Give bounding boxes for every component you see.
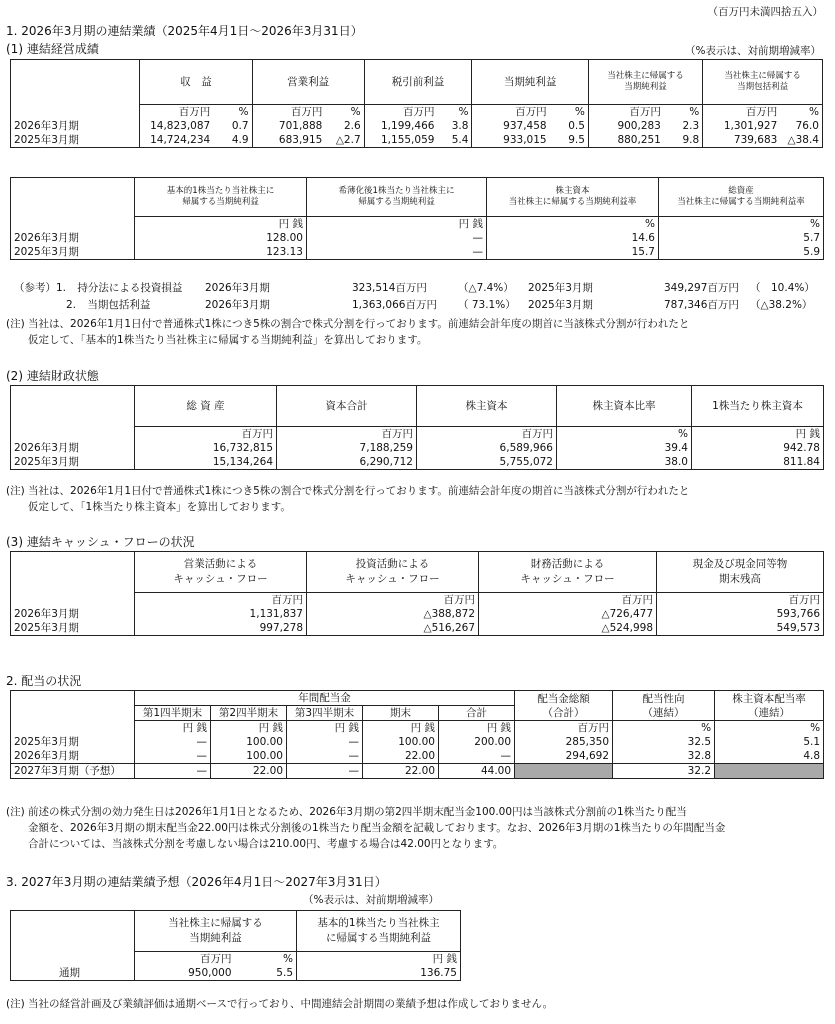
- note-forecast: (注) 当社の経営計画及び業績評価は通期ベースで行っており、中間連結会計期間の業績予想は作成しておりません。: [6, 998, 554, 1010]
- unit: %: [235, 951, 297, 966]
- header-cash-balance: 現金及び現金同等物 期末残高: [657, 552, 824, 593]
- header-total-equity: 資本合計: [277, 386, 417, 427]
- unit: 百万円: [252, 104, 325, 119]
- table-row: [11, 119, 823, 133]
- cell: 14,823,087: [140, 119, 213, 133]
- pct-note: （%表示は、対前期増減率）: [685, 45, 821, 57]
- unit: 円 銭: [439, 721, 515, 736]
- cell: △388,872: [307, 607, 479, 621]
- cell: 32.5: [613, 735, 715, 749]
- cell-shaded: [515, 764, 613, 779]
- cell: 22.00: [363, 749, 439, 764]
- note-stock-split-bps: (注) 当社は、2026年1月1日付で普通株式1株につき5株の割合で株式分割を行っております。前連結会計年度の期首に当該株式分割が行われたと: [6, 485, 690, 497]
- cell: 39.4: [557, 441, 692, 455]
- cell: 38.0: [557, 455, 692, 470]
- reference-line-2: [66, 297, 150, 312]
- header-roa: 総資産 当社株主に帰属する当期純利益率: [659, 178, 824, 217]
- cell: △516,267: [307, 621, 479, 636]
- row-label: 2026年3月期: [11, 749, 135, 764]
- cell: 933,015: [472, 133, 550, 148]
- unit: %: [715, 721, 824, 736]
- row-label: 2025年3月期: [11, 621, 135, 636]
- cell: —: [135, 764, 211, 779]
- cell: —: [287, 735, 363, 749]
- cell: 3.8: [437, 119, 472, 133]
- header-total-dividends: 配当金総額 （合計）: [515, 691, 613, 721]
- unit: 百万円: [135, 951, 235, 966]
- cell: 0.5: [550, 119, 589, 133]
- row-label: 2025年3月期: [11, 735, 135, 749]
- ref-fy: 2026年3月期: [205, 299, 270, 311]
- cell: 739,683: [703, 133, 781, 148]
- header-annual-dividends: 年間配当金: [135, 691, 515, 706]
- cell: 200.00: [439, 735, 515, 749]
- ref-pct: （ 73.1%）: [458, 299, 516, 311]
- cell: 294,692: [515, 749, 613, 764]
- cell: 997,278: [135, 621, 307, 636]
- cell: 937,458: [472, 119, 550, 133]
- unit: 百万円: [135, 592, 307, 607]
- row-label: 通期: [11, 966, 135, 981]
- unit: %: [487, 217, 659, 232]
- table-row: [11, 455, 824, 470]
- cash-flow-title: (3) 連結キャッシュ・フローの状況: [6, 535, 195, 549]
- cell: 593,766: [657, 607, 824, 621]
- ref-fy: 2026年3月期: [205, 282, 270, 294]
- cell: 22.00: [211, 764, 287, 779]
- per-share-table: [10, 177, 824, 260]
- subsection-operating-results-title: (1) 連結経営成績: [6, 42, 99, 56]
- unit: %: [550, 104, 589, 119]
- unit: 円 銭: [307, 217, 487, 232]
- cell: 5.4: [437, 133, 472, 148]
- financial-position-title: (2) 連結財政状態: [6, 369, 99, 383]
- table-row: [11, 966, 461, 981]
- cell-shaded: [715, 764, 824, 779]
- cell: 5.7: [659, 231, 824, 245]
- ref-value: 323,514百万円: [352, 282, 427, 294]
- table-row: [11, 231, 824, 245]
- cell: —: [135, 749, 211, 764]
- unit: %: [557, 426, 692, 441]
- header-total-assets: 総 資 産: [135, 386, 277, 427]
- ref-fy: 2025年3月期: [528, 282, 593, 294]
- cell: 2.3: [664, 119, 703, 133]
- ref-prefix: 2.: [66, 299, 77, 311]
- cell: 7,188,259: [277, 441, 417, 455]
- cell: 683,915: [252, 133, 325, 148]
- table-row: [11, 735, 824, 749]
- unit: %: [664, 104, 703, 119]
- dividends-title: 2. 配当の状況: [6, 674, 82, 688]
- unit: 百万円: [135, 426, 277, 441]
- cell: 1,155,059: [364, 133, 437, 148]
- note-stock-split-eps: (注) 当社は、2026年1月1日付で普通株式1株につき5株の割合で株式分割を行っております。前連結会計年度の期首に当該株式分割が行われたと: [6, 318, 690, 330]
- header-total: 合計: [439, 706, 515, 721]
- cell: 32.2: [613, 764, 715, 779]
- table-row: [11, 441, 824, 455]
- cash-flow-table: [10, 551, 824, 636]
- unit: 百万円: [307, 592, 479, 607]
- cell: 1,199,466: [364, 119, 437, 133]
- cell: 811.84: [692, 455, 824, 470]
- header-doe: 株主資本配当率 （連結）: [715, 691, 824, 721]
- header-forecast-eps: 基本的1株当たり当社株主 に帰属する当期純利益: [297, 911, 461, 952]
- cell: 100.00: [363, 735, 439, 749]
- cell: 2.6: [325, 119, 364, 133]
- header-forecast-net-income: 当社株主に帰属する 当期純利益: [135, 911, 297, 952]
- row-label: 2026年3月期: [11, 441, 135, 455]
- cell: 5,755,072: [417, 455, 557, 470]
- cell: 14,724,234: [140, 133, 213, 148]
- unit: 百万円: [479, 592, 657, 607]
- cell: 285,350: [515, 735, 613, 749]
- header-payout-ratio: 配当性向 （連結）: [613, 691, 715, 721]
- ref-fy: 2025年3月期: [528, 299, 593, 311]
- cell: 15,134,264: [135, 455, 277, 470]
- cell: 942.78: [692, 441, 824, 455]
- cell: 4.8: [715, 749, 824, 764]
- unit: 百万円: [140, 104, 213, 119]
- ref-value: 787,346百万円: [664, 299, 739, 311]
- cell: 100.00: [211, 735, 287, 749]
- cell: 9.5: [550, 133, 589, 148]
- operating-results-table: [10, 59, 823, 148]
- cell: 32.8: [613, 749, 715, 764]
- header-q2: 第2四半期末: [211, 706, 287, 721]
- cell: —: [439, 749, 515, 764]
- row-label: 2026年3月期: [11, 119, 140, 133]
- note-stock-split-eps-cont: 仮定して、「基本的1株当たり当社株主に帰属する当期純利益」を算出しております。: [28, 334, 428, 346]
- cell: 16,732,815: [135, 441, 277, 455]
- unit: 円 銭: [297, 951, 461, 966]
- header-bps: 1株当たり株主資本: [692, 386, 824, 427]
- unit: 円 銭: [363, 721, 439, 736]
- header-q1: 第1四半期末: [135, 706, 211, 721]
- unit: 円 銭: [135, 217, 307, 232]
- cell: 5.1: [715, 735, 824, 749]
- cell: 44.00: [439, 764, 515, 779]
- unit-note: （百万円未満四捨五入）: [707, 6, 823, 18]
- row-label: 2025年3月期: [11, 133, 140, 148]
- cell: 5.9: [659, 245, 824, 260]
- row-label: 2026年3月期: [11, 231, 135, 245]
- unit: %: [659, 217, 824, 232]
- cell: △2.7: [325, 133, 364, 148]
- unit: %: [437, 104, 472, 119]
- cell: 1,301,927: [703, 119, 781, 133]
- table-row: [11, 621, 824, 636]
- table-row: [11, 764, 824, 779]
- table-row: [11, 133, 823, 148]
- header-operating-cf: 営業活動による キャッシュ・フロー: [135, 552, 307, 593]
- unit: 百万円: [657, 592, 824, 607]
- unit: 百万円: [364, 104, 437, 119]
- header-q3: 第3四半期末: [287, 706, 363, 721]
- cell: —: [287, 764, 363, 779]
- unit: 円 銭: [287, 721, 363, 736]
- header-financing-cf: 財務活動による キャッシュ・フロー: [479, 552, 657, 593]
- cell: 701,888: [252, 119, 325, 133]
- unit: 百万円: [703, 104, 781, 119]
- cell: 900,283: [588, 119, 663, 133]
- cell: 100.00: [211, 749, 287, 764]
- reference-line-1: [14, 280, 182, 295]
- unit: 百万円: [588, 104, 663, 119]
- cell: —: [307, 231, 487, 245]
- unit: 百万円: [472, 104, 550, 119]
- ref-name: 持分法による投資損益: [77, 282, 183, 294]
- cell: 136.75: [297, 966, 461, 981]
- row-label: 2027年3月期（予想）: [11, 764, 135, 779]
- cell: 549,573: [657, 621, 824, 636]
- header-pretax-income: 税引前利益: [364, 60, 472, 105]
- table-row: [11, 749, 824, 764]
- ref-pct: （△7.4%）: [458, 282, 514, 294]
- cell: —: [307, 245, 487, 260]
- header-basic-eps: 基本的1株当たり当社株主に 帰属する当期純利益: [135, 178, 307, 217]
- cell: 1,131,837: [135, 607, 307, 621]
- cell: 14.6: [487, 231, 659, 245]
- header-net-income: 当期純利益: [472, 60, 588, 105]
- cell: —: [135, 735, 211, 749]
- note-stock-split-bps-cont: 仮定して、「1株当たり株主資本」を算出しております。: [28, 501, 291, 513]
- note-dividends-3: 合計については、当該株式分割を考慮しない場合は210.00円、考慮する場合は42.00円となります。: [28, 838, 504, 850]
- unit: %: [780, 104, 822, 119]
- cell: 6,290,712: [277, 455, 417, 470]
- cell: △38.4: [780, 133, 822, 148]
- note-dividends-1: (注) 前述の株式分割の効力発生日は2026年1月1日となるため、2026年3月期の第2四半期末配当金100.00円は当該株式分割前の1株当たり配当: [6, 806, 687, 818]
- header-roe: 株主資本 当社株主に帰属する当期純利益率: [487, 178, 659, 217]
- header-net-income-attributable: 当社株主に帰属する 当期純利益: [588, 60, 702, 105]
- cell: 22.00: [363, 764, 439, 779]
- forecast-table: [10, 910, 461, 981]
- unit: %: [213, 104, 252, 119]
- cell: 123.13: [135, 245, 307, 260]
- cell: 0.7: [213, 119, 252, 133]
- unit: 円 銭: [135, 721, 211, 736]
- financial-position-table: [10, 385, 824, 470]
- ref-value: 1,363,066百万円: [352, 299, 437, 311]
- table-row: [11, 607, 824, 621]
- cell: 6,589,966: [417, 441, 557, 455]
- ref-pct: （△38.2%）: [750, 299, 813, 311]
- header-operating-income: 営業利益: [252, 60, 364, 105]
- header-shareholders-equity: 株主資本: [417, 386, 557, 427]
- cell: 5.5: [235, 966, 297, 981]
- cell: 128.00: [135, 231, 307, 245]
- cell: 950,000: [135, 966, 235, 981]
- unit: 百万円: [417, 426, 557, 441]
- header-investing-cf: 投資活動による キャッシュ・フロー: [307, 552, 479, 593]
- cell: 76.0: [780, 119, 822, 133]
- cell: 15.7: [487, 245, 659, 260]
- row-label: 2025年3月期: [11, 245, 135, 260]
- unit: 百万円: [277, 426, 417, 441]
- ref-prefix: （参考）1.: [14, 282, 67, 294]
- dividends-table: [10, 690, 824, 779]
- table-row: [11, 245, 824, 260]
- unit: 円 銭: [692, 426, 824, 441]
- cell: 9.8: [664, 133, 703, 148]
- ref-pct: （ 10.4%）: [750, 282, 815, 294]
- unit: 円 銭: [211, 721, 287, 736]
- note-dividends-2: 金額を、2026年3月期の期末配当金22.00円は株式分割後の1株当たり配当金額を記載しております。なお、2026年3月期の1株当たりの年間配当金: [28, 822, 726, 834]
- cell: △524,998: [479, 621, 657, 636]
- forecast-title: 3. 2027年3月期の連結業績予想（2026年4月1日～2027年3月31日）: [6, 875, 387, 889]
- header-diluted-eps: 希薄化後1株当たり当社株主に 帰属する当期純利益: [307, 178, 487, 217]
- header-year-end: 期末: [363, 706, 439, 721]
- row-label: 2025年3月期: [11, 455, 135, 470]
- header-revenue: 収 益: [140, 60, 252, 105]
- cell: 880,251: [588, 133, 663, 148]
- section-1-title: 1. 2026年3月期の連結業績（2025年4月1日～2026年3月31日）: [6, 24, 363, 38]
- unit: 百万円: [515, 721, 613, 736]
- header-comprehensive-income: 当社株主に帰属する 当期包括利益: [703, 60, 823, 105]
- cell: 4.9: [213, 133, 252, 148]
- row-label: 2026年3月期: [11, 607, 135, 621]
- cell: —: [287, 749, 363, 764]
- unit: %: [325, 104, 364, 119]
- forecast-pct-note: （%表示は、対前期増減率）: [303, 894, 439, 906]
- header-equity-ratio: 株主資本比率: [557, 386, 692, 427]
- ref-value: 349,297百万円: [664, 282, 739, 294]
- unit: %: [613, 721, 715, 736]
- ref-name: 当期包括利益: [87, 299, 151, 311]
- cell: △726,477: [479, 607, 657, 621]
